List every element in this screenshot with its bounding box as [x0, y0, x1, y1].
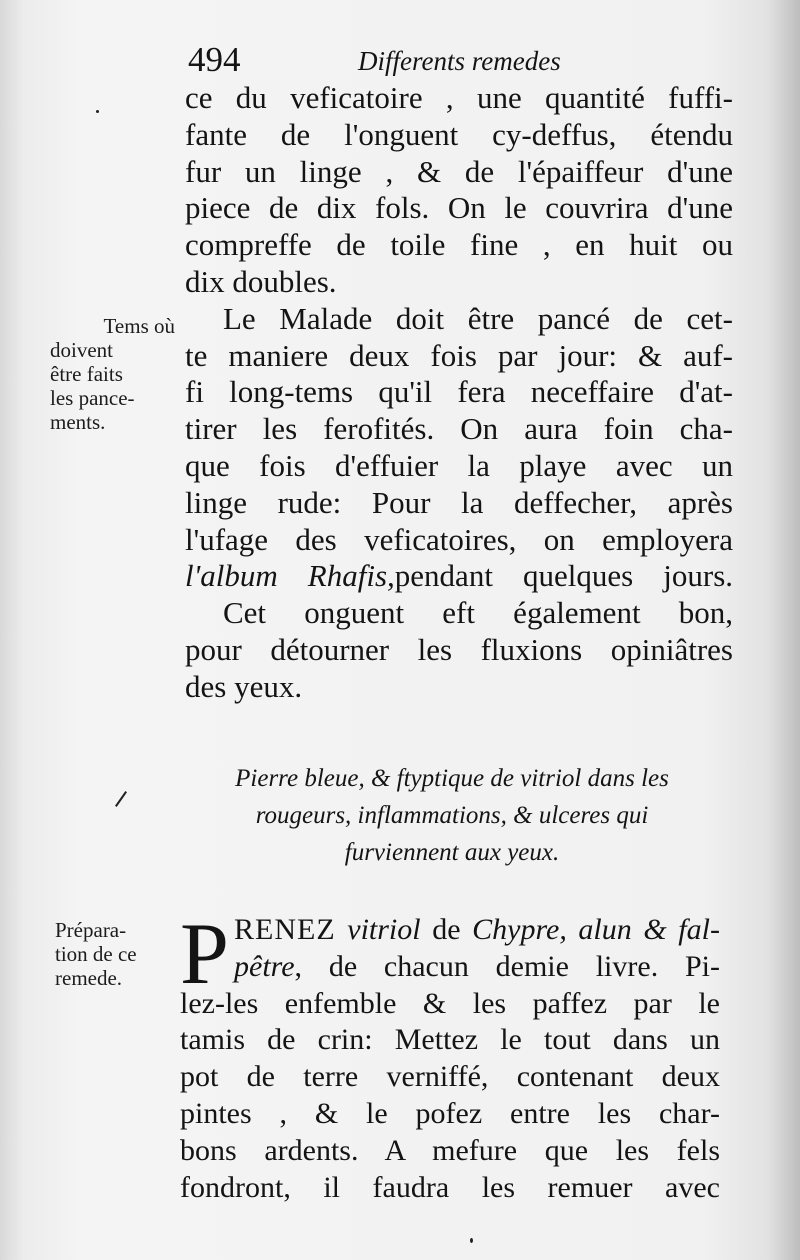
- text-line: fante de l'onguent cy-deffus, étendu: [185, 116, 733, 152]
- italic-phrase: Chypre, alun & fal-: [472, 913, 720, 946]
- main-text-block: [185, 80, 733, 706]
- text-line: l'ufage des veficatoires, on employera: [185, 521, 733, 557]
- album-italic: l'album Rhafis,: [185, 558, 395, 594]
- text-line: pintes , & le pofez entre les char-: [180, 1096, 720, 1130]
- text-line: fondront, il faudra les remuer avec: [180, 1170, 720, 1204]
- text-line: des yeux.: [185, 668, 303, 704]
- text-line: Cet onguent eft également bon,: [223, 595, 733, 631]
- text-line-album: [185, 558, 733, 595]
- plain-phrase: , de chacun demie livre. Pi-: [294, 949, 720, 983]
- margin-note-line: doivent: [50, 338, 113, 362]
- margin-note-line: Prépara-: [55, 918, 127, 942]
- text-line: linge rude: Pour la deffecher, après: [185, 484, 733, 520]
- text-line: que fois d'effuier la playe avec un: [185, 447, 733, 483]
- text-line: lez-les enfemble & les paffez par le: [180, 986, 720, 1020]
- text-line: Le Malade doit être pancé de cet-: [223, 300, 733, 336]
- text-line: compreffe de toile fine , en huit ou: [185, 227, 733, 263]
- margin-note-line: remede.: [55, 966, 123, 990]
- text-line: ce du veficatoire , une quantité fuffi-: [185, 80, 733, 115]
- margin-note-tems: [50, 314, 175, 434]
- heading-line: Pierre bleue, & ftyptique de vitriol dans les: [235, 765, 669, 792]
- recipe-text-block: [180, 906, 720, 1206]
- album-rest: pendant quelques jours.: [394, 558, 734, 594]
- text-line: pot de terre verniffé, contenant deux: [180, 1060, 720, 1094]
- text-line: piece de dix fols. On le couvrira d'une: [185, 190, 733, 226]
- plain-word: de: [420, 913, 473, 946]
- ink-speck: [470, 1238, 473, 1243]
- text-line: [234, 912, 720, 949]
- section-heading: [172, 760, 732, 871]
- running-title: Differents remedes: [358, 46, 561, 76]
- margin-note-line: les pance-: [50, 386, 135, 410]
- text-line: fur un linge , & de l'épaiffeur d'une: [185, 153, 733, 189]
- text-line: bons ardents. A mefure que les fels: [180, 1133, 720, 1167]
- text-line: tirer les ferofités. On aura foin cha-: [185, 411, 733, 447]
- margin-note-line: tion de ce: [55, 942, 137, 966]
- heading-line: rougeurs, inflammations, & ulceres qui: [255, 802, 649, 829]
- text-line: tamis de crin: Mettez le tout dans un: [180, 1023, 720, 1057]
- text-line: te maniere deux fois par jour: & auf-: [185, 337, 733, 373]
- text-line: dix doubles.: [185, 263, 337, 299]
- margin-note-line: Tems où: [103, 314, 175, 338]
- margin-note-line: être faits: [50, 362, 123, 386]
- ink-speck: [96, 110, 99, 113]
- italic-word: vitriol: [335, 913, 421, 946]
- small-caps-word: RENEZ: [234, 913, 336, 946]
- margin-note-preparation: [55, 918, 165, 990]
- text-line: pour détourner les fluxions opiniâtres: [185, 631, 733, 667]
- text-line: [234, 949, 720, 986]
- margin-note-line: ments.: [50, 410, 106, 434]
- ink-speck: [115, 791, 127, 807]
- page-header: [188, 40, 728, 80]
- heading-line: furviennent aux yeux.: [344, 839, 560, 866]
- text-line: fi long-tems qu'il fera neceffaire d'at-: [185, 374, 733, 410]
- italic-word: pêtre: [234, 949, 295, 983]
- drop-capital: P: [180, 906, 229, 1003]
- page-number: 494: [188, 40, 241, 79]
